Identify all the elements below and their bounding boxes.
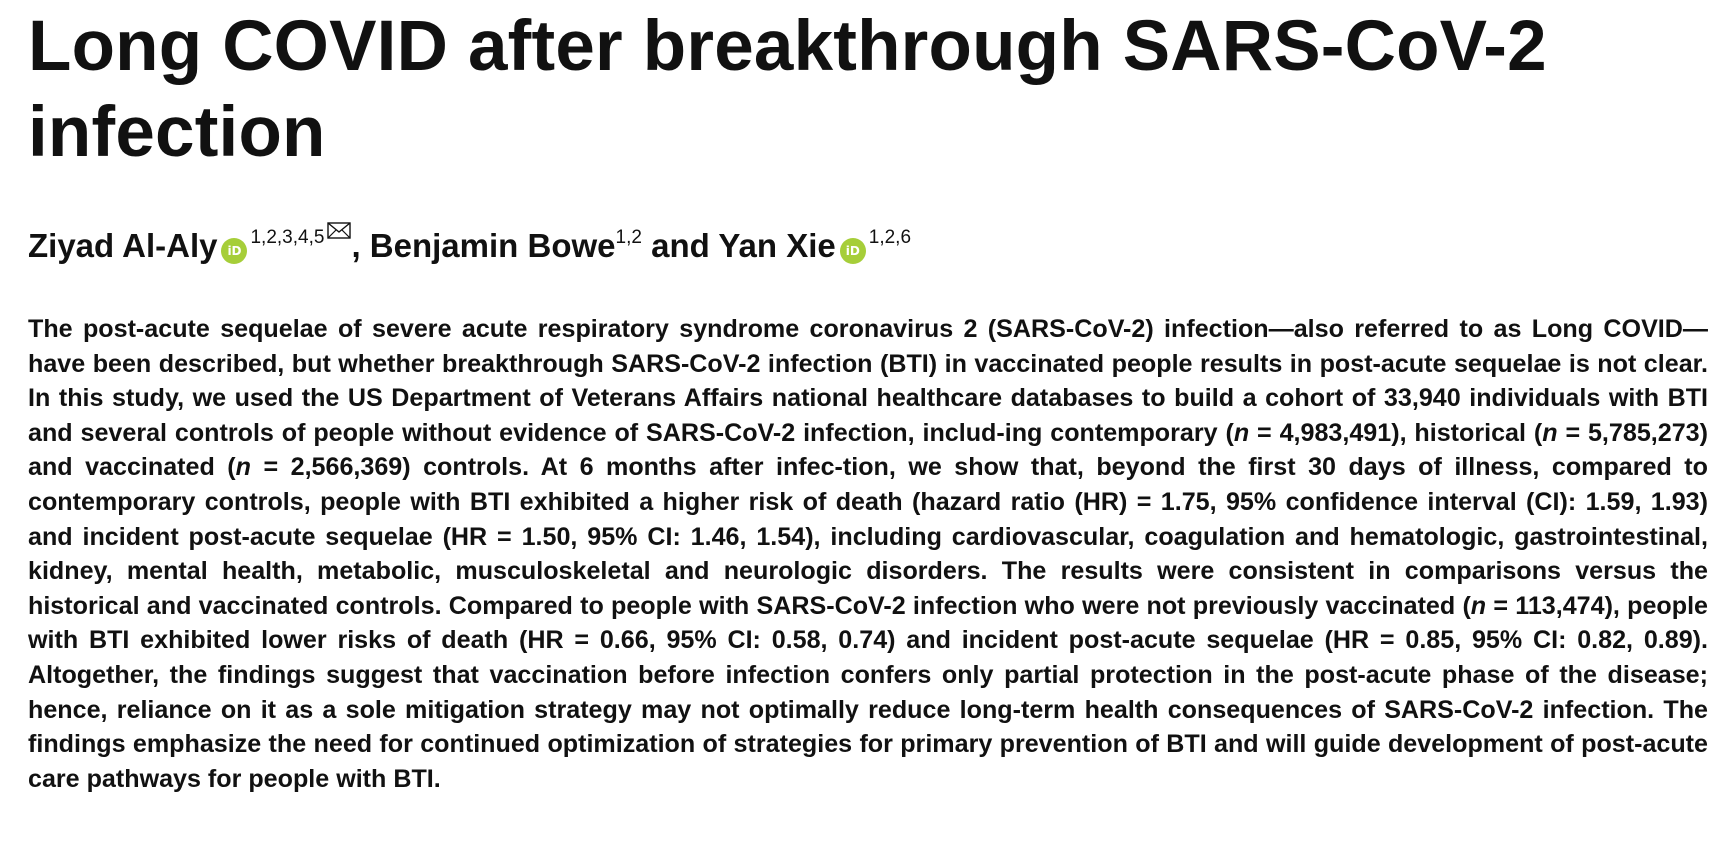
- abstract-segment: = 4,983,491), historical (: [1249, 418, 1543, 447]
- author-separator: ,: [351, 227, 361, 264]
- article-title: Long COVID after breakthrough SARS-CoV-2 infection: [28, 7, 1547, 172]
- author-name[interactable]: Benjamin Bowe: [369, 227, 616, 264]
- envelope-icon[interactable]: [327, 222, 351, 239]
- abstract-variable: n: [235, 453, 251, 482]
- abstract-segment: = 2,566,369) controls. At 6 months after infec-tion, we show that, beyond the first 30 days of illness, compared to contemporary controls, people with BTI exhibited a higher risk of death (hazard ratio (HR) = 1.75, 95% confidence interval (CI): 1.59, 1.93) and incident post-acute sequelae (HR = 1.50, 95% CI: 1.46, 1.54), including cardiovascular, coagulation and hematologic, gastrointestinal, kidney, mental health, metabolic, musculoskeletal and neurologic disorders. The results were consistent in comparisons versus the historical and vaccinated controls. Compared to people with SARS-CoV-2 infection who were not previously vaccinated (: [28, 453, 1708, 620]
- abstract-segment: The post-acute sequelae of severe acute respiratory syndrome coronavirus 2 (SARS-CoV-2) infection—also referred to as Long COVID—have been described, but whether breakthrough SARS-CoV-2 infection (BTI) in vaccinated people results in post-acute sequelae is not clear. In this study, we used the US Department of Veterans Affairs national healthcare databases to build a cohort of 33,940 individuals with BTI and several controls of people without evidence of SARS-CoV-2 infection, includ-ing contemporary (: [28, 315, 1708, 447]
- author-name[interactable]: Ziyad Al-Aly: [28, 227, 218, 264]
- author-list: [28, 222, 911, 266]
- author-name[interactable]: Yan Xie: [718, 227, 836, 264]
- author-separator: and: [651, 227, 710, 264]
- author-affiliations[interactable]: 1,2,6: [868, 227, 912, 248]
- author-affiliations[interactable]: 1,2: [615, 227, 642, 248]
- abstract-variable: n: [1470, 591, 1487, 620]
- author-affiliations[interactable]: 1,2,3,4,5: [250, 227, 325, 248]
- article-header: [28, 0, 1708, 793]
- abstract-variable: n: [1233, 418, 1250, 447]
- abstract-segment: = 113,474), people with BTI exhibited lower risks of death (HR = 0.66, 95% CI: 0.58, 0.74) and incident post-acute sequelae (HR = 0.85, 95% CI: 0.82, 0.89). Altogether, the findings suggest that vaccination before infection confers only partial protection in the post-acute phase of the disease; hence, reliance on it as a sole mitigation strategy may not optimally reduce long-term health consequences of SARS-CoV-2 infection. The findings emphasize the need for continued optimization of strategies for primary prevention of BTI and will guide development of post-acute care pathways for people with BTI.: [28, 591, 1708, 793]
- orcid-icon[interactable]: iD: [221, 238, 247, 264]
- abstract-variable: n: [1542, 418, 1558, 447]
- abstract-text: [28, 312, 1708, 796]
- abstract-segment: = 5,785,273) and vaccinated (: [28, 418, 1708, 482]
- orcid-icon[interactable]: iD: [840, 238, 866, 264]
